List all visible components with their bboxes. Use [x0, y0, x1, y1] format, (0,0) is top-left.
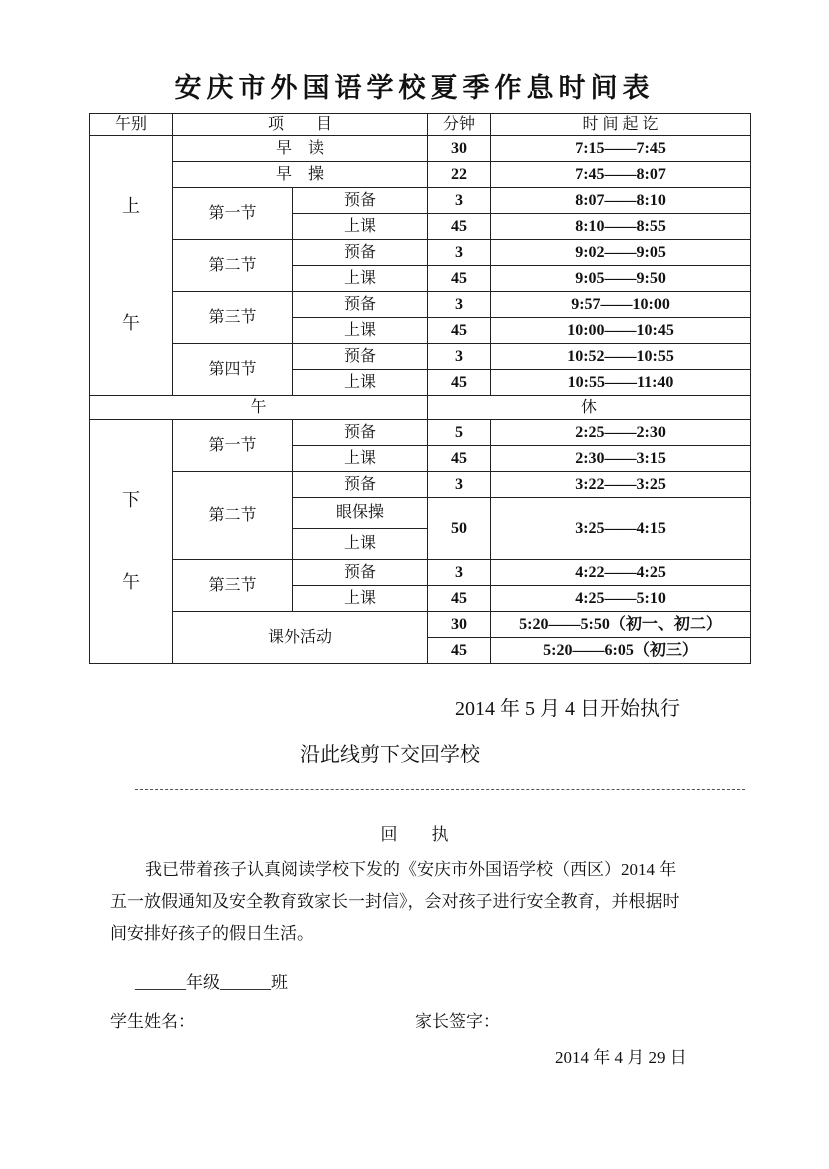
minutes-cell: 3: [428, 560, 491, 586]
table-row: [90, 188, 751, 214]
am-label-char: 午: [122, 313, 140, 333]
am-label-char: 上: [122, 196, 140, 217]
table-header-row: [90, 114, 751, 136]
minutes-cell: 30: [428, 136, 491, 162]
time-cell: 9:57——10:00: [491, 292, 751, 318]
student-name-label: 学生姓名：: [110, 1012, 195, 1031]
table-row: [90, 396, 751, 420]
time-cell: 9:02——9:05: [491, 240, 751, 266]
minutes-cell: 22: [428, 162, 491, 188]
table-row: [90, 292, 751, 318]
item-cell: 预备: [293, 188, 428, 214]
schedule-table: [89, 113, 751, 664]
table-row: [90, 162, 751, 188]
time-cell: 2:25——2:30: [491, 420, 751, 446]
period-cell: 第一节: [173, 420, 293, 472]
receipt-line: 五一放假通知及安全教育致家长一封信》，会对孩子进行安全教育，并根据时: [110, 892, 680, 911]
item-cell: 上课: [293, 446, 428, 472]
time-cell: 3:22——3:25: [491, 472, 751, 498]
minutes-cell: 3: [428, 472, 491, 498]
table-row: [90, 136, 751, 162]
item-cell: 预备: [293, 292, 428, 318]
parent-signature-label: 家长签字：: [415, 1012, 500, 1031]
time-cell: 2:30——3:15: [491, 446, 751, 472]
item-cell: 眼保操: [293, 498, 428, 529]
time-cell: 10:52——10:55: [491, 344, 751, 370]
time-cell: 7:45——8:07: [491, 162, 751, 188]
pm-label-char: 午: [122, 571, 140, 592]
period-cell: 第三节: [173, 560, 293, 612]
header-cell: 时 间 起 讫: [491, 114, 751, 136]
am-label: [90, 136, 173, 396]
period-cell: 第二节: [173, 472, 293, 560]
cut-line: [135, 789, 745, 790]
item-cell: 上课: [293, 586, 428, 612]
page-title: 安庆市外国语学校夏季作息时间表: [174, 73, 655, 103]
table-row: [90, 560, 751, 586]
minutes-cell: 5: [428, 420, 491, 446]
noon-cell: 午: [90, 396, 428, 420]
time-cell: 4:22——4:25: [491, 560, 751, 586]
time-cell: 8:07——8:10: [491, 188, 751, 214]
item-cell: 预备: [293, 560, 428, 586]
table-row: [90, 344, 751, 370]
minutes-cell: 50: [428, 498, 491, 560]
item-cell: 预备: [293, 240, 428, 266]
item-cell: 上课: [293, 318, 428, 344]
period-cell: 第三节: [173, 292, 293, 344]
item-cell: 上课: [293, 214, 428, 240]
effective-date: 2014 年 5 月 4 日开始执行: [455, 698, 680, 720]
table-row: [90, 612, 751, 638]
time-cell: 3:25——4:15: [491, 498, 751, 560]
time-cell: 7:15——7:45: [491, 136, 751, 162]
item-cell: 早 读: [173, 136, 428, 162]
table-row: [90, 240, 751, 266]
period-cell: 第二节: [173, 240, 293, 292]
minutes-cell: 3: [428, 240, 491, 266]
period-cell: 第四节: [173, 344, 293, 396]
header-cell: 项 目: [173, 114, 428, 136]
receipt-title: 回 执: [380, 825, 449, 844]
minutes-cell: 3: [428, 188, 491, 214]
table-row: [90, 472, 751, 498]
receipt-line: 我已带着孩子认真阅读学校下发的《安庆市外国语学校（西区）2014 年: [145, 860, 677, 879]
time-cell: 8:10——8:55: [491, 214, 751, 240]
minutes-cell: 3: [428, 344, 491, 370]
minutes-cell: 45: [428, 370, 491, 396]
cut-note: 沿此线剪下交回学校: [300, 744, 480, 766]
minutes-cell: 3: [428, 292, 491, 318]
period-cell: 第一节: [173, 188, 293, 240]
item-cell: 预备: [293, 344, 428, 370]
item-cell: 课外活动: [173, 612, 428, 664]
receipt-line: 间安排好孩子的假日生活。: [110, 924, 314, 943]
minutes-cell: 45: [428, 586, 491, 612]
grade-class-field: ______年级______班: [135, 973, 288, 992]
noon-cell: 休: [428, 396, 751, 420]
item-cell: 预备: [293, 472, 428, 498]
time-cell: 5:20——6:05（初三）: [491, 638, 751, 664]
receipt-date: 2014 年 4 月 29 日: [555, 1048, 687, 1067]
minutes-cell: 45: [428, 446, 491, 472]
time-cell: 4:25——5:10: [491, 586, 751, 612]
table-row: [90, 420, 751, 446]
item-cell: 上课: [293, 266, 428, 292]
item-cell: 预备: [293, 420, 428, 446]
time-cell: 5:20——5:50（初一、初二）: [491, 612, 751, 638]
header-cell: 午别: [90, 114, 173, 136]
minutes-cell: 30: [428, 612, 491, 638]
minutes-cell: 45: [428, 266, 491, 292]
minutes-cell: 45: [428, 638, 491, 664]
minutes-cell: 45: [428, 214, 491, 240]
pm-label: [90, 420, 173, 664]
item-cell: 早 操: [173, 162, 428, 188]
time-cell: 10:55——11:40: [491, 370, 751, 396]
minutes-cell: 45: [428, 318, 491, 344]
time-cell: 9:05——9:50: [491, 266, 751, 292]
header-cell: 分钟: [428, 114, 491, 136]
item-cell: 上课: [293, 529, 428, 560]
time-cell: 10:00——10:45: [491, 318, 751, 344]
item-cell: 上课: [293, 370, 428, 396]
pm-label-char: 下: [122, 489, 140, 510]
